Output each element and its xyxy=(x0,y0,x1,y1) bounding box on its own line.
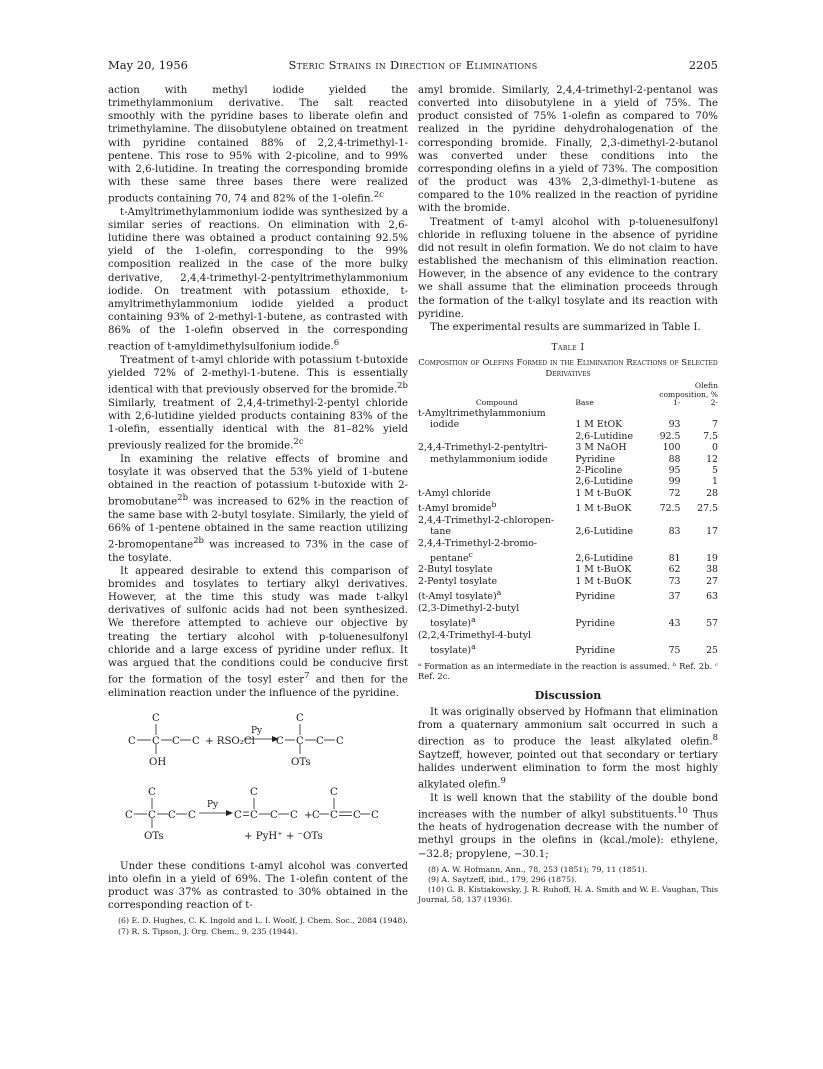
svg-text:C: C xyxy=(234,809,242,821)
header-date: May 20, 1956 xyxy=(108,58,188,72)
running-header xyxy=(108,58,718,74)
col-header-2: 2- xyxy=(710,398,718,408)
reagent-label: + RSO₂Cl xyxy=(205,735,255,747)
table-cell-compound xyxy=(418,465,575,476)
table-cell-base: Pyridine xyxy=(575,453,615,465)
results-table xyxy=(418,382,718,657)
pyridine-label: Py xyxy=(251,725,263,736)
table-cell-2-olefin: 28 xyxy=(706,487,718,499)
table-cell-compound: t-Amyl chloride xyxy=(418,487,491,499)
table-cell-compound: iodide xyxy=(430,419,460,431)
table-cell-compound: methylammonium iodide xyxy=(430,453,548,465)
col-header-base: Base xyxy=(575,398,594,408)
table-cell-base: 1 M t-BuOK xyxy=(575,503,632,515)
footnote: (10) G. B. Kistiakowsky, J. R. Ruhoff, H. A. Smith and W. E. Vaughan, This Journal, 58, 137 (1936). xyxy=(418,885,718,905)
svg-text:C: C xyxy=(330,786,338,798)
table-cell-1-olefin: 95 xyxy=(668,464,681,476)
atom-label: C xyxy=(152,712,160,724)
paragraph: action with methyl iodide yielded the trimethylammonium derivative. The salt reacted smoothly with the pyridine bases to liberate olefin and trimethylamine. The diisobutylene obtained on treatment with pyridine contained 88% of 2,2,4-trimethyl-1-pentene. This rose to 95% with 2-picoline, and to 99% with 2,6-lutidine. In treating the corresponding bromide with these same three bases there were realized products containing 70, 74 and 82% of the 1-olefin.$^{2c}$ xyxy=(108,85,408,205)
table-cell-base xyxy=(575,538,651,549)
table-row xyxy=(418,526,718,537)
svg-text:C: C xyxy=(371,809,379,821)
table-row xyxy=(418,465,718,476)
svg-text:C: C xyxy=(276,735,284,747)
table-cell-2-olefin xyxy=(687,408,719,419)
table-cell-2-olefin xyxy=(687,538,719,549)
table-cell-2-olefin: 19 xyxy=(706,553,718,565)
paragraph: amyl bromide. Similarly, 2,4,4-trimethyl-2-pentanol was converted into diisobutylene in a yield of 75%. The product consisted of 75% 1-olefin as compared to 70% realized in the pyridine dehydrohalogenation of the corresponding bromide. Finally, 2,3-dimethyl-2-butanol was converted under these conditions into the corresponding olefins in a yield of 73%. The composition of the product was 43% 2,3-dimethyl-1-butene as compared to the 10% realized in the reaction of pyridine with the bromide. xyxy=(418,85,718,215)
reaction-scheme-svg xyxy=(108,706,408,854)
table-footnote: ᵃ Formation as an intermediate in the reaction is assumed. ᵇ Ref. 2b. ᶜ Ref. 2c. xyxy=(418,660,718,682)
table-row xyxy=(418,630,718,641)
svg-text:C: C xyxy=(330,809,338,821)
table-cell-1-olefin: 73 xyxy=(668,575,681,587)
paragraph: It was originally observed by Hofmann that elimination from a quaternary ammonium salt occurred in such a direction as to produce the least alkylated olefin.$^8$ Saytzeff, however, pointed out that secondary or tertiary halides underwent elimination to form the most highly alkylated olefin.$^9$ xyxy=(418,706,718,791)
table-cell-compound: 2,4,4-Trimethyl-2-chloropen- xyxy=(418,514,555,526)
byproducts-label: + PyH⁺ + ⁻OTs xyxy=(244,830,323,842)
paragraph: Treatment of t-amyl alcohol with p-toluenesulfonyl chloride in refluxing toluene in the absence of pyridine did not result in olefin formation. We do not claim to have established the mechanism of this elimination reaction. However, in the absence of any evidence to the contrary we shall assume that the elimination proceeds through the formation of the t-alkyl tosylate and its reaction with pyridine. xyxy=(418,216,718,320)
table-cell-2-olefin: 7.5 xyxy=(703,430,718,442)
table-cell-1-olefin xyxy=(651,408,687,419)
svg-text:C: C xyxy=(353,809,361,821)
table-cell-2-olefin: 17 xyxy=(706,526,718,538)
table-cell-compound: t-Amyl bromide$^b$ xyxy=(418,500,497,515)
table-row xyxy=(418,431,718,442)
table-cell-base: 1 M EtOK xyxy=(575,419,623,431)
table-cell-base: 2,6-Lutidine xyxy=(575,476,634,488)
svg-text:C: C xyxy=(188,809,196,821)
table-cell-compound: 2-Pentyl tosylate xyxy=(418,575,498,587)
table-cell-1-olefin: 72.5 xyxy=(659,503,681,515)
table-row xyxy=(418,603,718,614)
reaction-scheme xyxy=(108,706,408,854)
paragraph: Under these conditions t-amyl alcohol was converted into olefin in a yield of 69%. The 1-olefin content of the product was 37% as contrasted to 30% obtained in the corresponding reaction of t- xyxy=(108,860,408,912)
table-cell-1-olefin xyxy=(651,515,687,526)
table-cell-base: 2,6-Lutidine xyxy=(575,430,634,442)
table-cell-2-olefin xyxy=(687,603,719,614)
table-row xyxy=(418,549,718,565)
table-cell-base: 1 M t-BuOK xyxy=(575,487,632,499)
footnote: (8) A. W. Hofmann, Ann., 78, 253 (1851); 79, 11 (1851). xyxy=(428,864,648,874)
table-cell-compound: tosylate)$^a$ xyxy=(430,642,476,657)
footnotes xyxy=(418,865,718,906)
paragraph: Treatment of t-amyl chloride with potassium t-butoxide yielded 72% of 2-methyl-1-butene. This is essentially identical with that previously observed for the bromide.$^{2b}$ Similarly, treatment of 2,4,4-trimethyl-2-pentyl chloride with 2,6-lutidine yielded products containing 83% of the 1-olefin, essentially identical with the 81–82% yield previously realized for the bromide.$^{2c}$ xyxy=(108,354,408,452)
svg-text:C: C xyxy=(148,786,156,798)
col-header-olefin: Olefin composition, % xyxy=(659,381,718,399)
table-cell-compound: (t-Amyl tosylate)$^a$ xyxy=(418,588,502,603)
table-cell-compound: (2,3-Dimethyl-2-butyl xyxy=(418,602,520,614)
table-cell-2-olefin: 63 xyxy=(706,591,718,603)
table-cell-2-olefin: 27 xyxy=(706,575,718,587)
col-header-1: 1- xyxy=(673,398,681,408)
table-cell-2-olefin: 25 xyxy=(706,645,718,657)
svg-text:C: C xyxy=(128,735,136,747)
table-cell-1-olefin: 88 xyxy=(668,453,681,465)
table-cell-1-olefin: 62 xyxy=(668,564,681,576)
table-cell-1-olefin: 37 xyxy=(668,591,681,603)
table-cell-2-olefin: 57 xyxy=(706,618,718,630)
table-cell-base xyxy=(575,515,651,526)
svg-text:Py: Py xyxy=(207,799,219,810)
svg-text:C: C xyxy=(250,809,258,821)
svg-text:C: C xyxy=(250,786,258,798)
table-row xyxy=(418,538,718,549)
table-row xyxy=(418,614,718,630)
tosylate-label: OTs xyxy=(291,756,311,768)
footnotes xyxy=(108,916,408,936)
section-heading: Discussion xyxy=(534,688,602,702)
table-cell-compound: 2,4,4-Trimethyl-2-pentyltri- xyxy=(418,442,548,454)
table-cell-base: 2-Picoline xyxy=(575,464,623,476)
hydroxyl-label: OH xyxy=(149,756,167,768)
table-row xyxy=(418,641,718,657)
table-cell-compound: tosylate)$^a$ xyxy=(430,615,476,630)
table-cell-2-olefin: 7 xyxy=(712,419,718,431)
table-cell-1-olefin: 83 xyxy=(668,526,681,538)
table-cell-1-olefin: 75 xyxy=(668,645,681,657)
table-cell-compound: pentane$^c$ xyxy=(430,549,473,565)
table-row xyxy=(418,587,718,603)
table-cell-compound xyxy=(418,476,575,487)
table-cell-base: Pyridine xyxy=(575,618,615,630)
right-column xyxy=(418,84,718,906)
table-cell-1-olefin: 99 xyxy=(668,476,681,488)
table-row xyxy=(418,564,718,575)
table-cell-1-olefin: 92.5 xyxy=(659,430,681,442)
footnote: (7) R. S. Tipson, J. Org. Chem., 9, 235 (1944). xyxy=(118,926,298,936)
svg-text:C: C xyxy=(296,735,304,747)
table-cell-compound: t-Amyltrimethylammonium xyxy=(418,407,546,419)
table-cell-compound: (2,2,4-Trimethyl-4-butyl xyxy=(418,629,532,641)
table-row xyxy=(418,408,718,419)
table-cell-2-olefin: 0 xyxy=(712,442,718,454)
table-cell-1-olefin xyxy=(651,603,687,614)
paragraph: t-Amyltrimethylammonium iodide was synthesized by a similar series of reactions. On elimination with 2,6-lutidine there was obtained a product containing 92.5% yield of the 1-olefin, corresponding to the 99% composition realized in the case of the more bulky derivative, 2,4,4-trimethyl-2-pentyltrimethylammonium iodide. On treatment with potassium ethoxide, t-amyltrimethylammonium iodide yielded a product containing 93% of 2-methyl-1-butene, as contrasted with 86% of the 1-olefin observed in the corresponding reaction of t-amyldimethylsulfonium iodide.$^6$ xyxy=(108,206,408,353)
table-row xyxy=(418,476,718,487)
table-cell-2-olefin: 5 xyxy=(712,464,718,476)
paragraph: It appeared desirable to extend this comparison of bromides and tosylates to tertiary alkyl derivatives. However, at the time this study was made t-alkyl derivatives of sulfonic acids had not been synthesized. We therefore attempted to achieve our objective by treating the tertiary alcohol with p-toluenesulfonyl chloride and a large excess of pyridine under reflux. It was argued that the conditions could be conducive first for the formation of the tosyl ester$^7$ and then for the elimination reaction under the influence of the pyridine. xyxy=(108,565,408,699)
paragraph: It is well known that the stability of the double bond increases with the number of alkyl substituents.$^{10}$ Thus the heats of hydrogenation decrease with the number of methyl groups in the olefins in (kcal./mole): ethylene, −32.8; propylene, −30.1; xyxy=(418,792,718,860)
svg-text:C: C xyxy=(296,712,304,724)
svg-text:C: C xyxy=(168,809,176,821)
footnote: (6) E. D. Hughes, C. K. Ingold and L. I. Woolf, J. Chem. Soc., 2084 (1948). xyxy=(118,916,408,926)
table-cell-base xyxy=(575,630,651,641)
table-cell-1-olefin xyxy=(651,538,687,549)
svg-text:OTs: OTs xyxy=(144,830,164,842)
table-cell-1-olefin: 43 xyxy=(668,618,681,630)
table-cell-1-olefin: 72 xyxy=(668,487,681,499)
paragraph: In examining the relative effects of bromine and tosylate it was observed that the 53% yield of 1-butene obtained in the reaction of potassium t-butoxide with 2-bromobutane$^{2b}$ was increased to 62% in the reaction of the same base with 2-butyl tosylate. Similarly, the yield of 66% of 1-pentene obtained in the same reaction utilizing 2-bromopentane$^{2b}$ was increased to 73% in the case of the tosylate. xyxy=(108,453,408,564)
table-cell-compound: 2,4,4-Trimethyl-2-bromo- xyxy=(418,537,538,549)
table-cell-2-olefin: 27.5 xyxy=(697,503,718,515)
svg-text:C: C xyxy=(270,809,278,821)
table-row xyxy=(418,442,718,453)
table-cell-base xyxy=(575,408,651,419)
svg-text:C: C xyxy=(192,735,200,747)
table-cell-compound: 2-Butyl tosylate xyxy=(418,564,493,576)
table-cell-base: Pyridine xyxy=(575,645,615,657)
table-cell-base: 1 M t-BuOK xyxy=(575,564,632,576)
table-cell-2-olefin: 12 xyxy=(706,453,718,465)
table-row xyxy=(418,576,718,587)
svg-text:C: C xyxy=(172,735,180,747)
svg-text:+: + xyxy=(304,809,313,821)
table-row xyxy=(418,499,718,515)
header-page-number: 2205 xyxy=(688,58,718,72)
table-row xyxy=(418,488,718,499)
table-cell-1-olefin: 100 xyxy=(662,442,681,454)
table-cell-2-olefin xyxy=(687,630,719,641)
table-cell-base: 1 M t-BuOK xyxy=(575,575,632,587)
table-caption: Composition of Olefins Formed in the Elimination Reactions of Selected Derivatives xyxy=(418,358,718,380)
header-title: Steric Strains in Direction of Eliminations xyxy=(288,58,538,72)
table-label: Table I xyxy=(551,342,585,353)
footnote: (9) A. Saytzeff, ibid., 179, 296 (1875). xyxy=(428,874,577,884)
svg-text:C: C xyxy=(316,735,324,747)
table-row xyxy=(418,419,718,430)
table-cell-2-olefin xyxy=(687,515,719,526)
svg-text:C: C xyxy=(125,809,133,821)
svg-text:C: C xyxy=(312,809,320,821)
left-column xyxy=(108,84,408,937)
col-header-compound: Compound xyxy=(475,398,518,408)
table-cell-1-olefin: 93 xyxy=(668,419,681,431)
table-cell-2-olefin: 38 xyxy=(706,564,718,576)
table-row xyxy=(418,454,718,465)
paragraph: The experimental results are summarized in Table I. xyxy=(430,321,701,333)
table-cell-compound xyxy=(418,431,575,442)
table-cell-compound: tane xyxy=(430,526,451,538)
table-cell-1-olefin xyxy=(651,630,687,641)
table-cell-base: 3 M NaOH xyxy=(575,442,627,454)
table-cell-base: 2,6-Lutidine xyxy=(575,526,634,538)
svg-text:C: C xyxy=(148,809,156,821)
table-cell-1-olefin: 81 xyxy=(668,553,681,565)
table-cell-base xyxy=(575,603,651,614)
table-row xyxy=(418,515,718,526)
svg-text:C: C xyxy=(290,809,298,821)
table-cell-2-olefin: 1 xyxy=(712,476,718,488)
table-cell-base: Pyridine xyxy=(575,591,615,603)
svg-text:C: C xyxy=(336,735,344,747)
table-cell-base: 2,6-Lutidine xyxy=(575,553,634,565)
svg-text:C: C xyxy=(152,735,160,747)
